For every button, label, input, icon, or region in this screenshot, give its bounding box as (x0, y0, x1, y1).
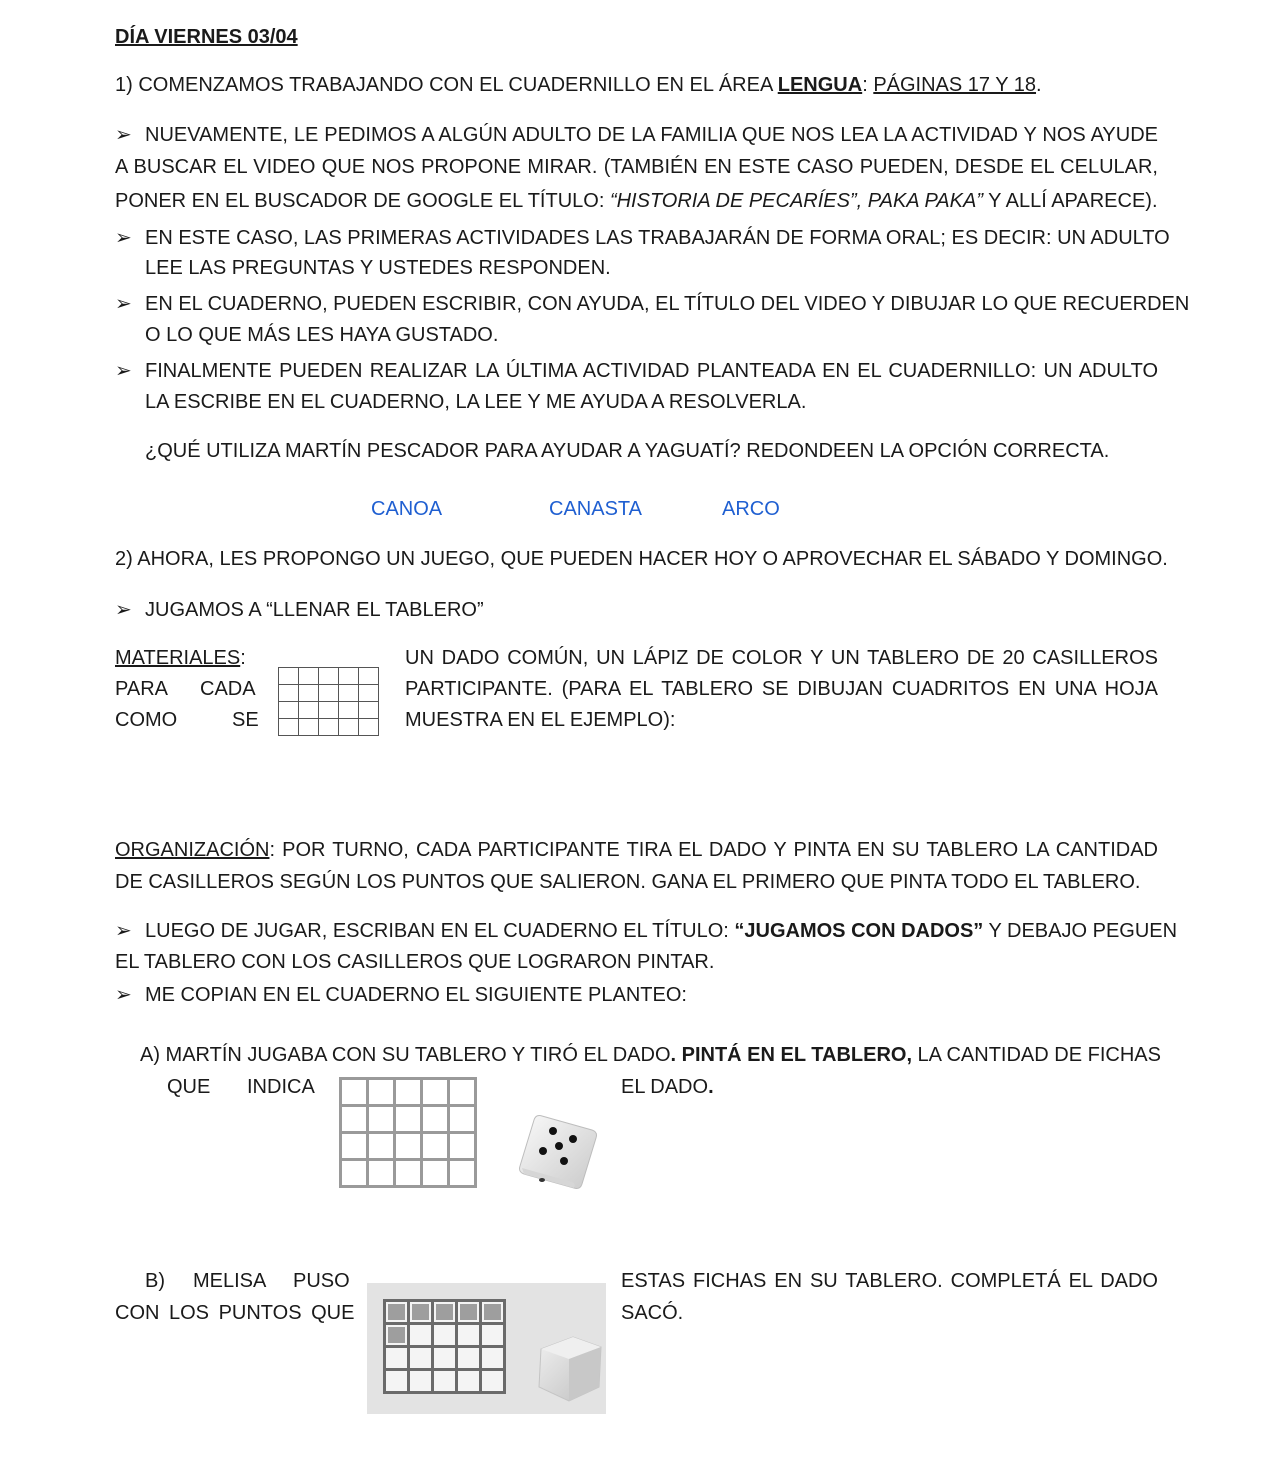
option-canoa: CANOA (371, 498, 443, 520)
materiales-line1: UN DADO COMÚN, UN LÁPIZ DE COLOR Y UN TABLERO DE 20 CASILLEROS (405, 647, 1158, 669)
after-game-line1: ➢ LUEGO DE JUGAR, ESCRIBAN EN EL CUADERNO EL TÍTULO: “JUGAMOS CON DADOS” Y DEBAJO PEGUEN (115, 920, 1178, 942)
exerciseB-word-puso: PUSO (293, 1270, 350, 1292)
exerciseB-line2-left: CON LOS PUNTOS QUE (115, 1302, 355, 1324)
left-word-para: PARA (115, 678, 168, 700)
dice-icon (512, 1110, 602, 1196)
example-board (278, 667, 379, 736)
materiales-line2: PARTICIPANTE. (PARA EL TABLERO SE DIBUJAN CUADRITOS EN UNA HOJA (405, 678, 1158, 700)
left-word-cada: CADA (200, 678, 256, 700)
copy-instruction: ➢ ME COPIAN EN EL CUADERNO EL SIGUIENTE PLANTEO: (115, 984, 687, 1006)
after-game-line2: EL TABLERO CON LOS CASILLEROS QUE LOGRARON PINTAR. (115, 951, 715, 973)
pages-ref: PÁGINAS 17 Y 18 (873, 74, 1037, 96)
exerciseA-word-que: QUE (167, 1076, 211, 1098)
organizacion-line2: DE CASILLEROS SEGÚN LOS PUNTOS QUE SALIERON. GANA EL PRIMERO QUE PINTA TODO EL TABLERO. (115, 871, 1141, 893)
bullet3-line1: ➢ EN EL CUADERNO, PUEDEN ESCRIBIR, CON AYUDA, EL TÍTULO DEL VIDEO Y DIBUJAR LO QUE RECUERDEN (115, 293, 1190, 315)
bullet3-line2: O LO QUE MÁS LES HAYA GUSTADO. (145, 324, 499, 346)
bullet2-line2: LEE LAS PREGUNTAS Y USTEDES RESPONDEN. (145, 257, 611, 279)
option-canasta: CANASTA (549, 498, 642, 520)
left-word-como: COMO (115, 709, 178, 731)
arrow-bullet-icon: ➢ (115, 984, 132, 1006)
area-name: LENGUA (777, 74, 863, 96)
exerciseB-line1-right: ESTAS FICHAS EN SU TABLERO. COMPLETÁ EL DADO (621, 1270, 1158, 1292)
arrow-bullet-icon: ➢ (115, 124, 132, 146)
exerciseB-board (383, 1299, 506, 1394)
option-arco: ARCO (722, 498, 780, 520)
exerciseB-word-b: B) (145, 1270, 165, 1292)
arrow-bullet-icon: ➢ (115, 227, 132, 249)
bullet1-line3: PONER EN EL BUSCADOR DE GOOGLE EL TÍTULO: “HISTORIA DE PECARÍES”, PAKA PAKA” Y ALLÍ APARECE). (115, 190, 1158, 212)
bullet4-line1: ➢ FINALMENTE PUEDEN REALIZAR LA ÚLTIMA ACTIVIDAD PLANTEADA EN EL CUADERNILLO: UN ADULTO (115, 360, 1158, 382)
section1-intro: 1) COMENZAMOS TRABAJANDO CON EL CUADERNILLO EN EL ÁREA LENGUA: PÁGINAS 17 Y 18. (115, 74, 1042, 96)
materiales-label: MATERIALES: (115, 647, 246, 669)
arrow-bullet-icon: ➢ (115, 599, 132, 621)
exerciseA-word-indica: INDICA (247, 1076, 315, 1098)
left-word-se: SE (232, 709, 259, 731)
bullet4-line2: LA ESCRIBE EN EL CUADERNO, LA LEE Y ME AYUDA A RESOLVERLA. (145, 391, 807, 413)
bullet2-line1: ➢ EN ESTE CASO, LAS PRIMERAS ACTIVIDADES LAS TRABAJARÁN DE FORMA ORAL; ES DECIR: UN ADULTO (115, 227, 1170, 249)
game-title: ➢ JUGAMOS A “LLENAR EL TABLERO” (115, 599, 484, 621)
exerciseA-line1: A) MARTÍN JUGABA CON SU TABLERO Y TIRÓ EL DADO. PINTÁ EN EL TABLERO, LA CANTIDAD DE FICHAS (140, 1044, 1161, 1066)
video-title: “HISTORIA DE PECARÍES”, PAKA PAKA” (609, 190, 983, 212)
exerciseB-line2-right: SACÓ. (621, 1302, 684, 1324)
exerciseB-board-panel (367, 1283, 606, 1414)
arrow-bullet-icon: ➢ (115, 293, 132, 315)
bullet1-line2: A BUSCAR EL VIDEO QUE NOS PROPONE MIRAR. (TAMBIÉN EN ESTE CASO PUEDEN, DESDE EL CELULAR, (115, 156, 1158, 178)
organizacion-line1: ORGANIZACIÓN: POR TURNO, CADA PARTICIPANTE TIRA EL DADO Y PINTA EN SU TABLERO LA CANTIDAD (115, 839, 1158, 861)
arrow-bullet-icon: ➢ (115, 920, 132, 942)
exerciseA-line2-right: EL DADO. (621, 1076, 714, 1098)
arrow-bullet-icon: ➢ (115, 360, 132, 382)
materiales-line3: MUESTRA EN EL EJEMPLO): (405, 709, 676, 731)
section2-intro: 2) AHORA, LES PROPONGO UN JUEGO, QUE PUEDEN HACER HOY O APROVECHAR EL SÁBADO Y DOMINGO. (115, 548, 1168, 570)
exerciseA-board (339, 1077, 477, 1188)
exerciseB-word-melisa: MELISA (193, 1270, 267, 1292)
blank-dice-icon (535, 1329, 605, 1405)
question: ¿QUÉ UTILIZA MARTÍN PESCADOR PARA AYUDAR A YAGUATÍ? REDONDEEN LA OPCIÓN CORRECTA. (145, 440, 1110, 462)
bullet1-line1: ➢ NUEVAMENTE, LE PEDIMOS A ALGÚN ADULTO DE LA FAMILIA QUE NOS LEA LA ACTIVIDAD Y NOS AYUDE (115, 124, 1158, 146)
page-title: DÍA VIERNES 03/04 (115, 26, 298, 48)
